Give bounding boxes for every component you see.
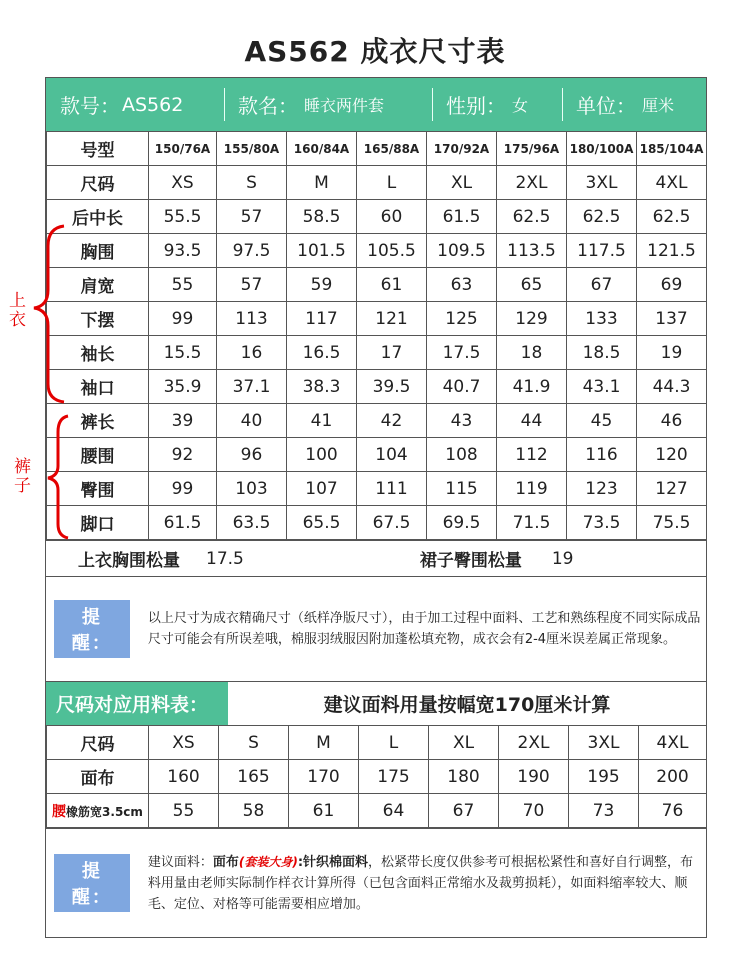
unit-label: 单位： xyxy=(576,94,636,118)
value-cell: 99 xyxy=(149,472,217,506)
value-cell: 121 xyxy=(357,302,427,336)
style-number xyxy=(46,78,224,131)
value-cell: 58 xyxy=(219,794,289,828)
value-cell: 137 xyxy=(637,302,707,336)
value-cell: 38.3 xyxy=(287,370,357,404)
value-cell: 103 xyxy=(217,472,287,506)
row-label: 脚口 xyxy=(47,506,149,540)
value-cell: 111 xyxy=(357,472,427,506)
value-cell: 18 xyxy=(497,336,567,370)
note2-part-e: ，松紧带长度仅供参考可根据松紧性和喜好自行调整，布料用量由老师实际制作样衣计算所得（已包含面料正常缩水及裁剪损耗），如面料缩率较大、顺毛、定位、对格等可能需要相应增加。 xyxy=(147,854,694,912)
value-cell: 116 xyxy=(567,438,637,472)
size-code-cell: 185/104A xyxy=(637,132,707,166)
table-row xyxy=(47,794,707,828)
top-bracket-icon xyxy=(30,224,70,404)
value-cell: 117 xyxy=(287,302,357,336)
value-cell: 107 xyxy=(287,472,357,506)
value-cell: 133 xyxy=(567,302,637,336)
note2-part-d: :针织棉面料 xyxy=(297,854,369,870)
value-cell: 160 xyxy=(149,760,219,794)
value-cell: 55 xyxy=(149,794,219,828)
value-cell: 40.7 xyxy=(427,370,497,404)
value-cell: 43.1 xyxy=(567,370,637,404)
header-bar xyxy=(46,78,706,131)
value-cell: 112 xyxy=(497,438,567,472)
value-cell: 44.3 xyxy=(637,370,707,404)
table-row xyxy=(47,268,707,302)
size-code-cell: 175/96A xyxy=(497,132,567,166)
value-cell: 63.5 xyxy=(217,506,287,540)
value-cell: 195 xyxy=(569,760,639,794)
page-title: AS562 成衣尺寸表 xyxy=(244,35,506,68)
value-cell: 57 xyxy=(217,200,287,234)
reminder-badge: 提醒： xyxy=(54,600,130,658)
elastic-label: 橡筋宽3.5cm xyxy=(66,804,143,819)
style-label: 款号： xyxy=(60,94,120,118)
top-ease-value: 17.5 xyxy=(206,548,244,569)
value-cell: 61.5 xyxy=(149,506,217,540)
table-row xyxy=(47,506,707,540)
value-cell: 69.5 xyxy=(427,506,497,540)
row-label: 号型 xyxy=(47,132,149,166)
table-row xyxy=(47,404,707,438)
size-cell: L xyxy=(359,726,429,760)
value-cell: 165 xyxy=(219,760,289,794)
value-cell: 100 xyxy=(287,438,357,472)
value-cell: 104 xyxy=(357,438,427,472)
value-cell: 101.5 xyxy=(287,234,357,268)
size-cell: 3XL xyxy=(569,726,639,760)
value-cell: 17 xyxy=(357,336,427,370)
material-table xyxy=(46,725,707,828)
size-cell: M xyxy=(289,726,359,760)
value-cell: 16.5 xyxy=(287,336,357,370)
row-label: 下摆 xyxy=(47,302,149,336)
pants-bracket-icon xyxy=(44,414,74,540)
value-cell: 73.5 xyxy=(567,506,637,540)
gender-label: 性别： xyxy=(446,94,506,118)
value-cell: 170 xyxy=(289,760,359,794)
value-cell: 75.5 xyxy=(637,506,707,540)
value-cell: 120 xyxy=(637,438,707,472)
row-label: 胸围 xyxy=(47,234,149,268)
row-label xyxy=(47,794,149,828)
table-row xyxy=(47,472,707,506)
value-cell: 55 xyxy=(149,268,217,302)
ease-row xyxy=(46,540,706,576)
value-cell: 180 xyxy=(429,760,499,794)
table-row xyxy=(47,760,707,794)
value-cell: 65.5 xyxy=(287,506,357,540)
value-cell: 115 xyxy=(427,472,497,506)
value-cell: 175 xyxy=(359,760,429,794)
value-cell: 119 xyxy=(497,472,567,506)
value-cell: 113 xyxy=(217,302,287,336)
value-cell: 97.5 xyxy=(217,234,287,268)
value-cell: 73 xyxy=(569,794,639,828)
value-cell: 63 xyxy=(427,268,497,302)
value-cell: 190 xyxy=(499,760,569,794)
value-cell: 108 xyxy=(427,438,497,472)
value-cell: 67.5 xyxy=(357,506,427,540)
value-cell: 39 xyxy=(149,404,217,438)
value-cell: 113.5 xyxy=(497,234,567,268)
note2-part-b: 面布 xyxy=(212,854,239,870)
note2-part-c: (套装大身) xyxy=(238,854,298,869)
gender xyxy=(432,78,562,131)
size-cell: XL xyxy=(427,166,497,200)
value-cell: 40 xyxy=(217,404,287,438)
row-label: 臀围 xyxy=(47,472,149,506)
style-name xyxy=(224,78,432,131)
value-cell: 92 xyxy=(149,438,217,472)
value-cell: 105.5 xyxy=(357,234,427,268)
value-cell: 200 xyxy=(639,760,707,794)
row-label: 尺码 xyxy=(47,726,149,760)
table-row xyxy=(47,726,707,760)
elastic-label-red: 腰 xyxy=(52,803,67,820)
reminder-text: 以上尺寸为成衣精确尺寸（纸样净版尺寸），由于加工过程中面料、工艺和熟练程度不同实际成品尺寸可能会有所误差哦，棉服羽绒服因附加蓬松填充物，成衣会有2-4厘米误差属正常现象。 xyxy=(147,611,701,647)
size-cell: XL xyxy=(429,726,499,760)
value-cell: 60 xyxy=(357,200,427,234)
size-cell: 4XL xyxy=(637,166,707,200)
unit xyxy=(562,78,706,131)
row-label: 尺码 xyxy=(47,166,149,200)
table-row xyxy=(47,234,707,268)
size-cell: XS xyxy=(149,166,217,200)
value-cell: 69 xyxy=(637,268,707,302)
table-row xyxy=(47,370,707,404)
skirt-ease-value: 19 xyxy=(551,548,574,569)
size-cell: S xyxy=(217,166,287,200)
top-side-label: 上衣 xyxy=(9,291,26,330)
size-code-cell: 160/84A xyxy=(287,132,357,166)
row-label: 袖长 xyxy=(47,336,149,370)
top-ease-label: 上衣胸围松量 xyxy=(78,551,180,571)
value-cell: 61 xyxy=(357,268,427,302)
value-cell: 99 xyxy=(149,302,217,336)
value-cell: 43 xyxy=(427,404,497,438)
name-label: 款名： xyxy=(238,94,298,118)
value-cell: 117.5 xyxy=(567,234,637,268)
skirt-ease-label: 裙子臀围松量 xyxy=(419,551,522,571)
value-cell: 127 xyxy=(637,472,707,506)
row-label: 裤长 xyxy=(47,404,149,438)
value-cell: 61.5 xyxy=(427,200,497,234)
value-cell: 76 xyxy=(639,794,707,828)
pants-side-label: 裤子 xyxy=(14,457,31,496)
row-label: 后中长 xyxy=(47,200,149,234)
value-cell: 16 xyxy=(217,336,287,370)
value-cell: 59 xyxy=(287,268,357,302)
row-label: 腰围 xyxy=(47,438,149,472)
value-cell: 19 xyxy=(637,336,707,370)
value-cell: 45 xyxy=(567,404,637,438)
table-row xyxy=(47,336,707,370)
size-sheet xyxy=(45,77,707,938)
size-code-cell: 155/80A xyxy=(217,132,287,166)
value-cell: 44 xyxy=(497,404,567,438)
unit-value: 厘米 xyxy=(642,96,675,115)
size-code-cell: 150/76A xyxy=(149,132,217,166)
reminder-2 xyxy=(46,828,706,937)
value-cell: 18.5 xyxy=(567,336,637,370)
size-cell: 2XL xyxy=(499,726,569,760)
style-value: AS562 xyxy=(122,93,184,116)
value-cell: 41 xyxy=(287,404,357,438)
reminder-text-2 xyxy=(148,852,706,915)
size-code-cell: 180/100A xyxy=(567,132,637,166)
value-cell: 17.5 xyxy=(427,336,497,370)
table-row xyxy=(47,200,707,234)
size-code-cell: 170/92A xyxy=(427,132,497,166)
value-cell: 65 xyxy=(497,268,567,302)
value-cell: 96 xyxy=(217,438,287,472)
name-value: 睡衣两件套 xyxy=(304,96,385,115)
size-code-cell: 165/88A xyxy=(357,132,427,166)
material-title: 尺码对应用料表： xyxy=(46,682,228,725)
size-cell: M xyxy=(287,166,357,200)
value-cell: 123 xyxy=(567,472,637,506)
value-cell: 93.5 xyxy=(149,234,217,268)
row-label: 袖口 xyxy=(47,370,149,404)
value-cell: 62.5 xyxy=(637,200,707,234)
value-cell: 37.1 xyxy=(217,370,287,404)
size-cell: L xyxy=(357,166,427,200)
value-cell: 67 xyxy=(567,268,637,302)
size-table xyxy=(46,131,707,540)
table-row xyxy=(47,302,707,336)
row-label: 面布 xyxy=(47,760,149,794)
value-cell: 55.5 xyxy=(149,200,217,234)
value-cell: 64 xyxy=(359,794,429,828)
value-cell: 70 xyxy=(499,794,569,828)
table-row xyxy=(47,166,707,200)
value-cell: 62.5 xyxy=(497,200,567,234)
table-row xyxy=(47,132,707,166)
value-cell: 121.5 xyxy=(637,234,707,268)
value-cell: 39.5 xyxy=(357,370,427,404)
value-cell: 35.9 xyxy=(149,370,217,404)
reminder-badge-2: 提醒： xyxy=(54,854,130,912)
value-cell: 61 xyxy=(289,794,359,828)
value-cell: 15.5 xyxy=(149,336,217,370)
size-cell: 2XL xyxy=(497,166,567,200)
value-cell: 58.5 xyxy=(287,200,357,234)
material-header xyxy=(46,681,706,725)
value-cell: 109.5 xyxy=(427,234,497,268)
note2-part-a: 建议面料： xyxy=(147,854,213,870)
value-cell: 42 xyxy=(357,404,427,438)
value-cell: 62.5 xyxy=(567,200,637,234)
table-row xyxy=(47,438,707,472)
size-cell: XS xyxy=(149,726,219,760)
value-cell: 67 xyxy=(429,794,499,828)
value-cell: 71.5 xyxy=(497,506,567,540)
value-cell: 129 xyxy=(497,302,567,336)
size-cell: 4XL xyxy=(639,726,707,760)
value-cell: 125 xyxy=(427,302,497,336)
gender-value: 女 xyxy=(512,96,529,115)
row-label: 肩宽 xyxy=(47,268,149,302)
value-cell: 41.9 xyxy=(497,370,567,404)
value-cell: 46 xyxy=(637,404,707,438)
material-subtitle: 建议面料用量按幅宽170厘米计算 xyxy=(323,694,611,716)
reminder-1 xyxy=(46,576,706,681)
size-cell: 3XL xyxy=(567,166,637,200)
value-cell: 57 xyxy=(217,268,287,302)
size-cell: S xyxy=(219,726,289,760)
